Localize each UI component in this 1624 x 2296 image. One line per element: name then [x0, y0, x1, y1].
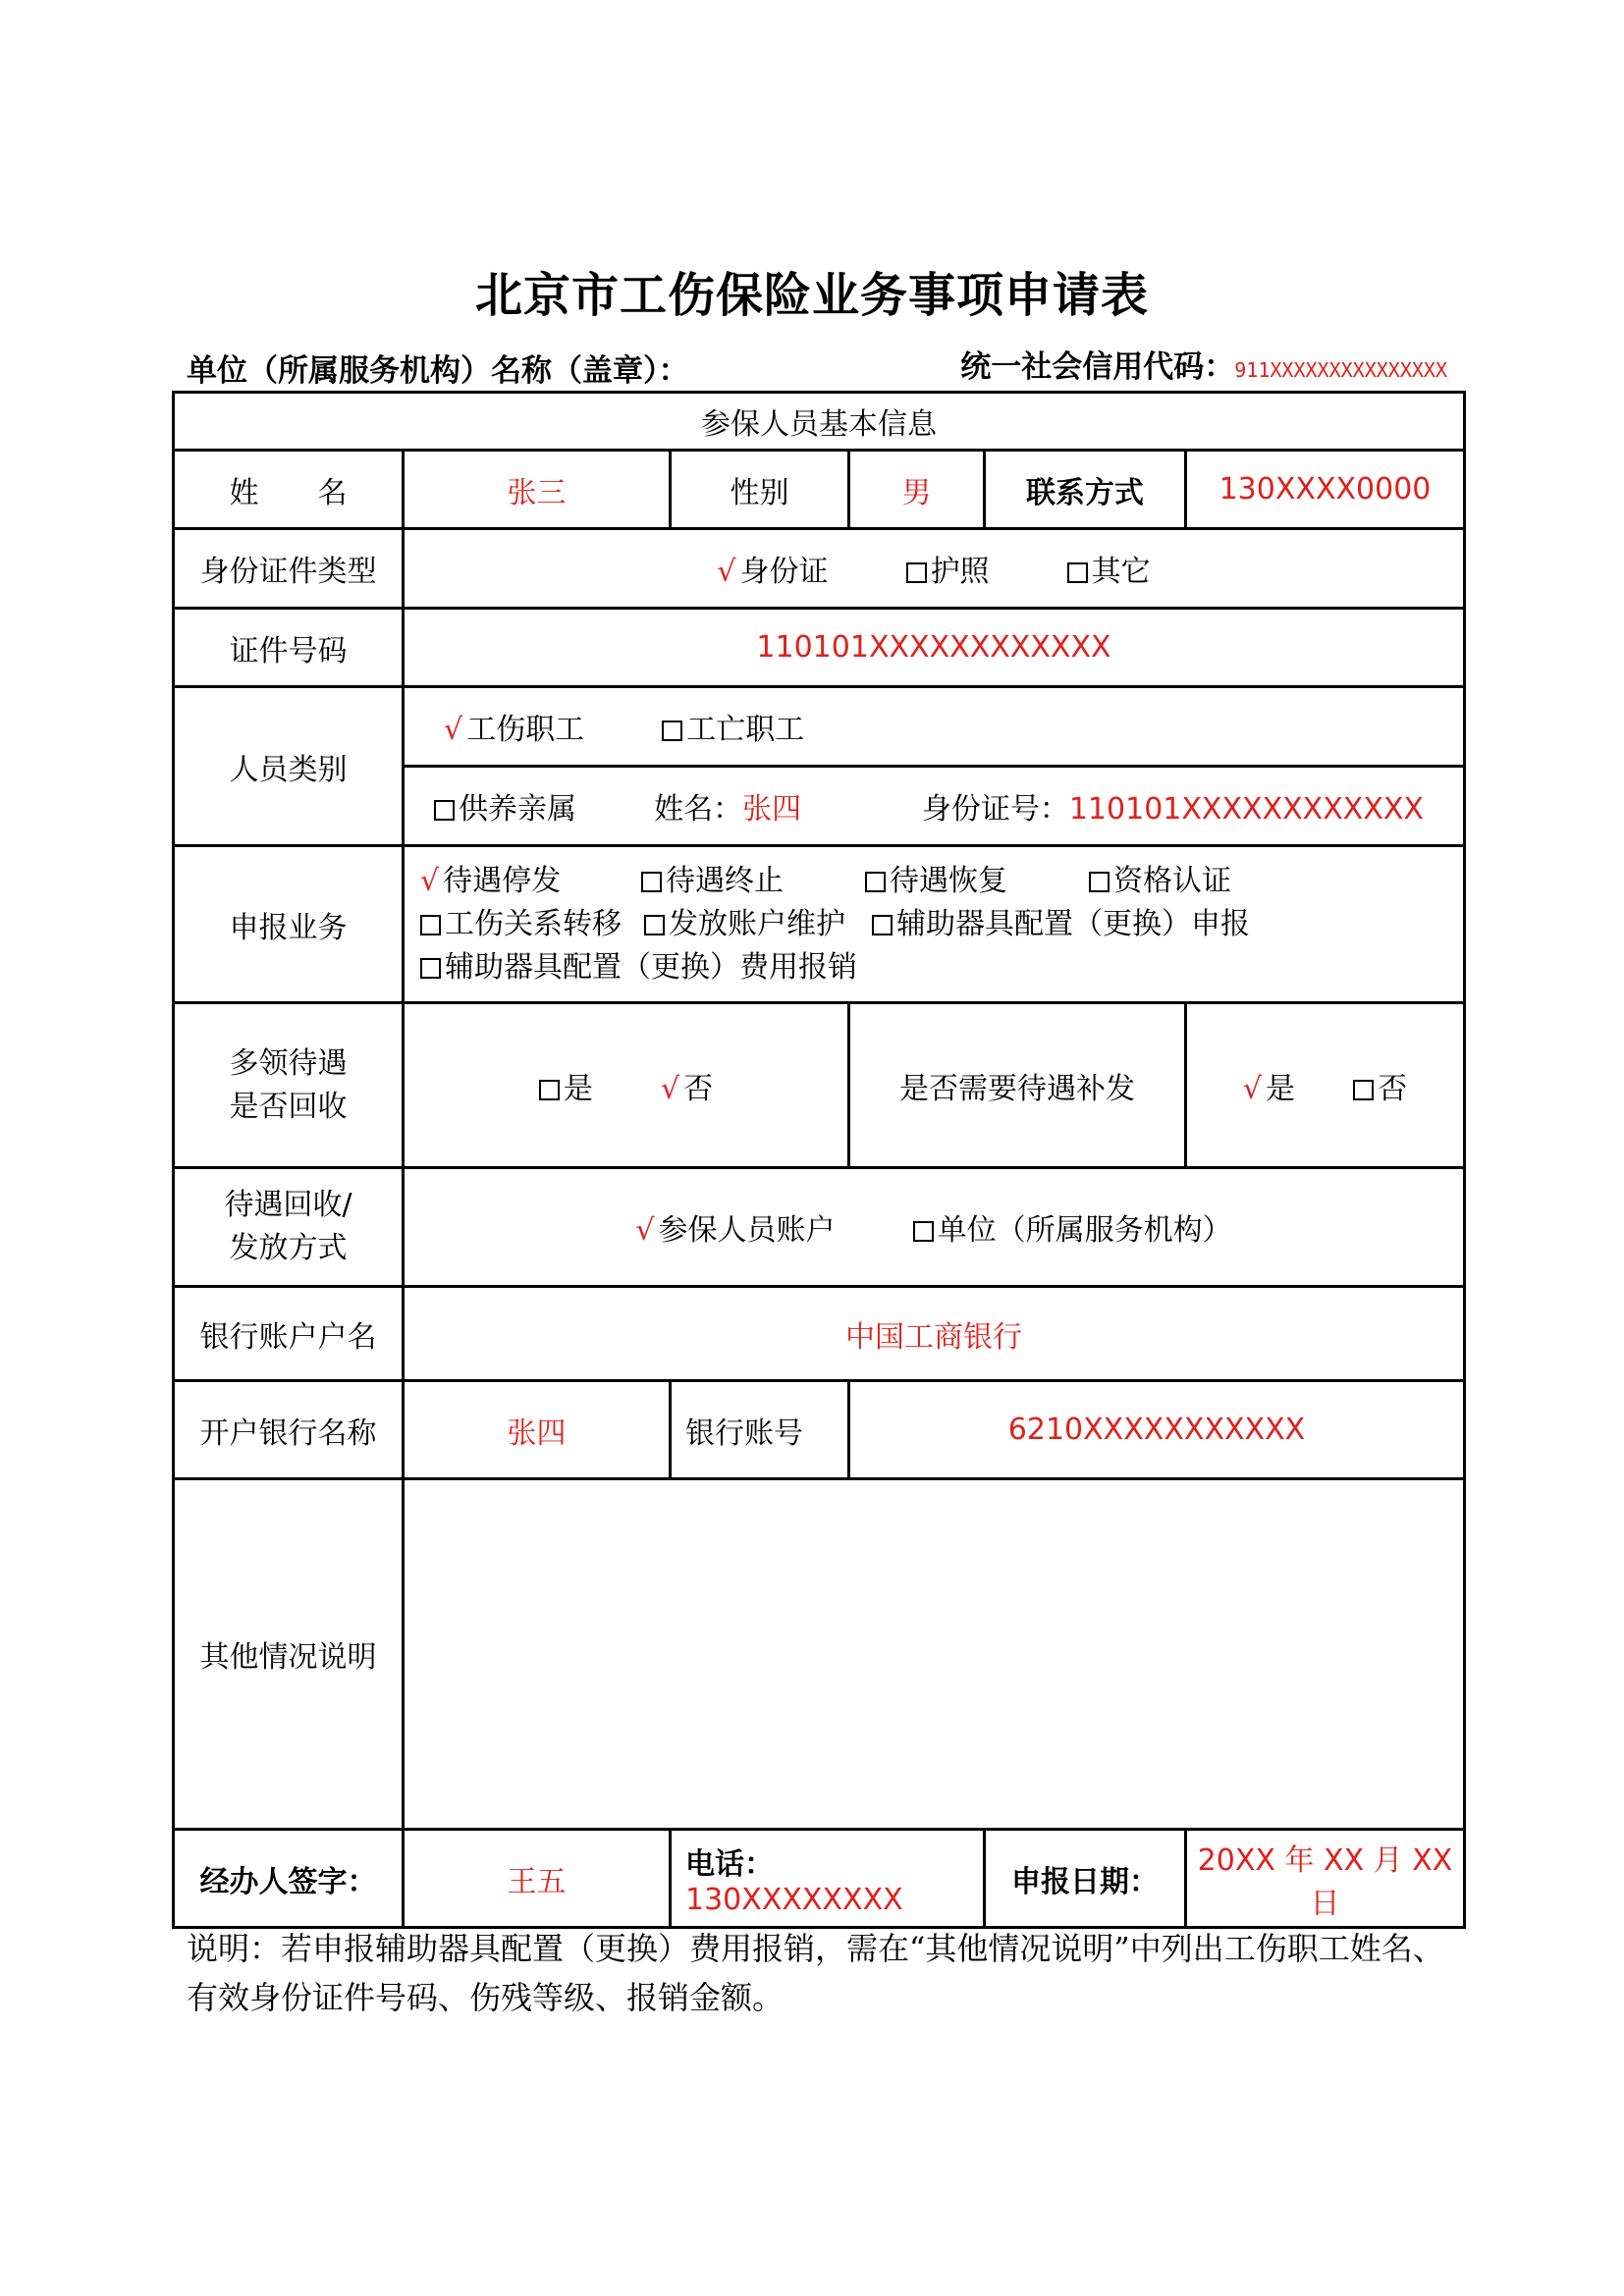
- credit-code: [960, 342, 1447, 386]
- business-option-device-reimburse[interactable]: 辅助器具配置（更换）费用报销: [420, 950, 857, 985]
- check-mark-icon: √: [1242, 1071, 1263, 1106]
- over-claim-label-line2: 是否回收: [229, 1089, 348, 1124]
- bank-account-name-value[interactable]: 中国工商银行: [404, 1287, 1465, 1381]
- contact-value[interactable]: 130XXXX0000: [1186, 451, 1465, 529]
- payment-method-label-line1: 待遇回收/: [224, 1188, 352, 1222]
- over-claim-yes[interactable]: 是: [539, 1072, 593, 1106]
- other-notes-field[interactable]: [404, 1479, 1465, 1830]
- checkbox-icon: [865, 872, 886, 892]
- id-type-option-passport[interactable]: 护照: [906, 555, 990, 589]
- person-type-label: 人员类别: [174, 687, 404, 846]
- business-option-resume[interactable]: 待遇恢复: [865, 860, 1089, 903]
- dependent-id-label: 身份证号：: [921, 792, 1069, 827]
- supplement-label: 是否需要待遇补发: [849, 1003, 1186, 1168]
- id-type-label: 身份证件类型: [174, 529, 404, 609]
- dependent-row: [404, 767, 1465, 846]
- other-notes-label: 其他情况说明: [174, 1479, 404, 1830]
- business-option-device-apply[interactable]: 辅助器具配置（更换）申报: [872, 907, 1250, 941]
- id-type-option-other[interactable]: 其它: [1067, 555, 1151, 589]
- payment-method-options: [404, 1168, 1465, 1287]
- check-mark-icon: √: [717, 555, 736, 589]
- name-value[interactable]: 张三: [404, 451, 671, 529]
- person-type-options: [404, 687, 1465, 767]
- id-number-label: 证件号码: [174, 609, 404, 687]
- bank-account-no-value[interactable]: 6210XXXXXXXXXXX: [849, 1381, 1465, 1479]
- over-claim-label-line1: 多领待遇: [229, 1045, 348, 1081]
- checkbox-icon: [420, 915, 441, 935]
- dependent-id-value[interactable]: 110101XXXXXXXXXXXX: [1068, 792, 1424, 827]
- check-mark-icon: √: [660, 1071, 680, 1106]
- supplement-yes[interactable]: √ 是: [1242, 1071, 1296, 1106]
- check-mark-icon: √: [444, 713, 463, 747]
- business-option-stop[interactable]: √ 待遇停发: [420, 863, 562, 898]
- dependent-id: [922, 784, 1424, 828]
- gender-value[interactable]: 男: [849, 451, 985, 529]
- footnote: 说明：若申报辅助器具配置（更换）费用报销，需在“其他情况说明”中列出工伤职工姓名、有效身份证件号码、伤残等级、报销金额。: [187, 1930, 1444, 2016]
- supplement-no[interactable]: 否: [1353, 1072, 1407, 1106]
- phone-value[interactable]: 130XXXXXXXX: [685, 1883, 903, 1917]
- business-options: [404, 846, 1465, 1003]
- checkbox-icon: [662, 721, 682, 741]
- section-title: 参保人员基本信息: [174, 393, 1465, 451]
- checkbox-icon: [539, 1080, 560, 1100]
- checkbox-icon: [913, 1221, 934, 1242]
- credit-code-label: 统一社会信用代码：: [960, 349, 1235, 385]
- name-label: 姓 名: [174, 451, 404, 529]
- checkbox-icon: [644, 915, 665, 935]
- dependent-option[interactable]: 供养亲属: [434, 792, 576, 827]
- application-form-table: [172, 391, 1466, 1929]
- payment-method-label-line2: 发放方式: [229, 1231, 348, 1265]
- payment-method-label: [174, 1168, 404, 1287]
- check-mark-icon: √: [635, 1213, 655, 1248]
- handler-value[interactable]: 王五: [404, 1830, 671, 1928]
- id-type-options: [404, 529, 1465, 609]
- checkbox-icon: [420, 958, 441, 979]
- person-type-option-deceased[interactable]: 工亡职工: [662, 713, 804, 747]
- checkbox-icon: [1067, 562, 1088, 583]
- checkbox-icon: [872, 915, 893, 935]
- checkbox-icon: [906, 562, 927, 583]
- checkbox-icon: [1089, 872, 1110, 892]
- check-mark-icon: √: [420, 863, 440, 898]
- bank-name-label: 开户银行名称: [174, 1381, 404, 1479]
- over-claim-label: [174, 1003, 404, 1168]
- supplement-options: [1186, 1003, 1465, 1168]
- date-label: 申报日期：: [985, 1830, 1186, 1928]
- contact-label: 联系方式: [985, 451, 1186, 529]
- phone-label: 电话：: [685, 1847, 774, 1882]
- unit-name-label: 单位（所属服务机构）名称（盖章）：: [187, 353, 689, 389]
- credit-code-value[interactable]: 911XXXXXXXXXXXXXXX: [1234, 358, 1447, 382]
- form-title: 北京市工伤保险业务事项申请表: [474, 268, 1149, 323]
- payment-option-personal[interactable]: √ 参保人员账户: [635, 1213, 836, 1248]
- date-value[interactable]: 20XX 年 XX 月 XX 日: [1186, 1830, 1465, 1928]
- business-option-transfer[interactable]: 工伤关系转移: [420, 903, 644, 946]
- checkbox-icon: [434, 800, 455, 821]
- checkbox-icon: [1353, 1080, 1374, 1100]
- bank-name-value[interactable]: 张四: [404, 1381, 671, 1479]
- business-option-terminate[interactable]: 待遇终止: [641, 860, 865, 903]
- dependent-name-value[interactable]: 张四: [742, 792, 802, 827]
- payment-option-unit[interactable]: 单位（所属服务机构）: [913, 1213, 1232, 1248]
- id-number-value[interactable]: 110101XXXXXXXXXXXX: [404, 609, 1465, 687]
- bank-account-name-label: 银行账户户名: [174, 1287, 404, 1381]
- handler-label: 经办人签字：: [174, 1830, 404, 1928]
- phone-cell: [671, 1830, 985, 1928]
- person-type-option-injured[interactable]: √ 工伤职工: [444, 713, 585, 747]
- dependent-name-label: 姓名：: [654, 792, 743, 827]
- business-option-qualification[interactable]: 资格认证: [1089, 864, 1231, 898]
- checkbox-icon: [641, 872, 662, 892]
- gender-label: 性别: [671, 451, 849, 529]
- over-claim-options: [404, 1003, 849, 1168]
- business-label: 申报业务: [174, 846, 404, 1003]
- over-claim-no[interactable]: √ 否: [660, 1071, 714, 1106]
- bank-account-no-label: 银行账号: [671, 1381, 849, 1479]
- business-option-account[interactable]: 发放账户维护: [644, 903, 872, 946]
- id-type-option-idcard[interactable]: √ 身份证: [717, 555, 829, 589]
